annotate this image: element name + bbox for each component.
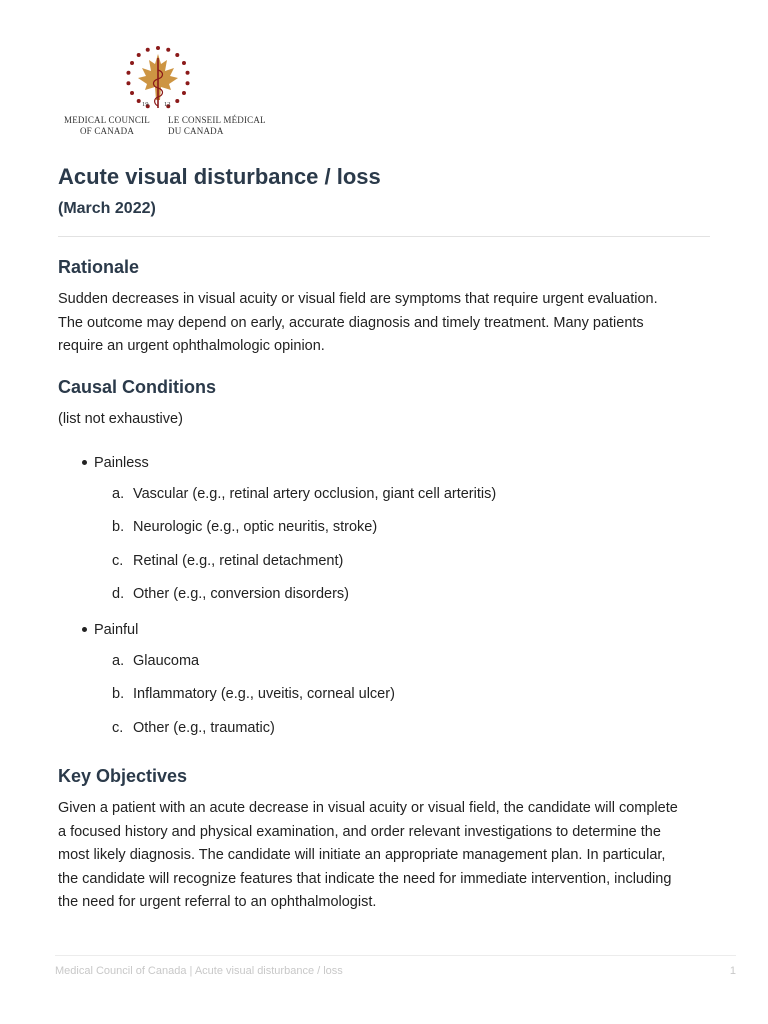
document-date: (March 2022) — [58, 200, 156, 217]
list-item-text: Retinal (e.g., retinal detachment) — [133, 553, 344, 569]
logo-name-en — [62, 115, 152, 137]
list-item — [112, 653, 199, 669]
seal-dot — [182, 91, 186, 95]
page-number: 1 — [729, 965, 736, 977]
seal-dot — [156, 46, 160, 50]
objectives-heading: Key Objectives — [58, 766, 188, 786]
rationale-paragraph — [58, 288, 718, 359]
rationale-line: require an urgent ophthalmologic opinion. — [58, 338, 325, 354]
list-item-text: Vascular (e.g., retinal artery occlusion, giant cell arteritis) — [133, 486, 497, 502]
list-item — [82, 622, 138, 638]
bullet-icon — [82, 460, 87, 465]
list-marker: a. — [112, 653, 125, 669]
logo-name-en-line: MEDICAL COUNCIL — [64, 115, 150, 125]
logo-name-fr-line: LE CONSEIL MÉDICAL — [168, 115, 266, 125]
seal-dot — [126, 81, 130, 85]
mcc-logo — [62, 44, 272, 140]
objectives-paragraph — [58, 797, 718, 915]
logo-name-fr-line: DU CANADA — [168, 126, 224, 136]
objectives-line: the need for urgent referral to an ophthalmologist. — [58, 894, 377, 910]
list-item-text: Inflammatory (e.g., uveitis, corneal ulcer) — [133, 686, 395, 702]
seal-dot — [182, 61, 186, 65]
seal-dot — [130, 61, 134, 65]
list-item — [112, 720, 275, 736]
bullet-icon — [82, 627, 87, 632]
seal-dot — [175, 53, 179, 57]
maple-leaf-seal-icon — [120, 44, 196, 116]
group-label: Painless — [94, 455, 149, 471]
footer-divider — [55, 955, 736, 956]
footer-text: Medical Council of Canada | Acute visual disturbance / loss — [55, 965, 343, 977]
seal-dot — [186, 71, 190, 75]
seal-dot — [130, 91, 134, 95]
causal-heading: Causal Conditions — [58, 377, 217, 397]
list-item-text: Other (e.g., traumatic) — [133, 720, 275, 736]
list-marker: c. — [112, 553, 124, 569]
document-title: Acute visual disturbance / loss — [58, 164, 381, 189]
list-marker: b. — [112, 519, 125, 535]
seal-dot — [137, 53, 141, 57]
objectives-line: the candidate will recognize features that indicate the need for immediate intervention, including — [58, 870, 672, 887]
list-item — [112, 686, 395, 702]
group-label: Painful — [94, 622, 139, 638]
list-marker: c. — [112, 720, 124, 736]
causal-note: (list not exhaustive) — [58, 411, 183, 427]
list-item — [82, 455, 149, 471]
list-marker: a. — [112, 486, 125, 502]
list-item-text: Other (e.g., conversion disorders) — [133, 586, 349, 602]
list-item-text: Neurologic (e.g., optic neuritis, stroke) — [133, 519, 378, 535]
objectives-line: most likely diagnosis. The candidate will initiate an appropriate management plan. In particular, — [58, 847, 666, 863]
objectives-line: Given a patient with an acute decrease in visual acuity or visual field, the candidate will complete — [58, 800, 678, 816]
seal-dot — [166, 48, 170, 52]
list-item — [112, 486, 496, 502]
title-divider — [58, 236, 710, 237]
rationale-heading: Rationale — [58, 257, 140, 277]
rationale-line: Sudden decreases in visual acuity or visual field are symptoms that require urgent evaluation. — [58, 291, 658, 307]
list-item — [112, 519, 377, 535]
seal-dot — [146, 48, 150, 52]
logo-name-en-line: OF CANADA — [79, 126, 135, 136]
list-item-text: Glaucoma — [133, 653, 200, 669]
logo-year-left: 19 — [142, 101, 149, 108]
seal-dot — [137, 99, 141, 103]
seal-dot — [126, 71, 130, 75]
seal-dot — [186, 81, 190, 85]
list-marker: b. — [112, 686, 125, 702]
list-item — [112, 553, 343, 569]
list-item — [112, 586, 349, 602]
list-marker: d. — [112, 586, 125, 602]
logo-year-right: 12 — [164, 101, 171, 108]
seal-dot — [175, 99, 179, 103]
objectives-line: a focused history and physical examination, and order relevant investigations to determine the — [58, 823, 661, 840]
rationale-line: The outcome may depend on early, accurate diagnosis and timely treatment. Many patients — [58, 314, 644, 331]
logo-name-fr — [168, 115, 268, 137]
